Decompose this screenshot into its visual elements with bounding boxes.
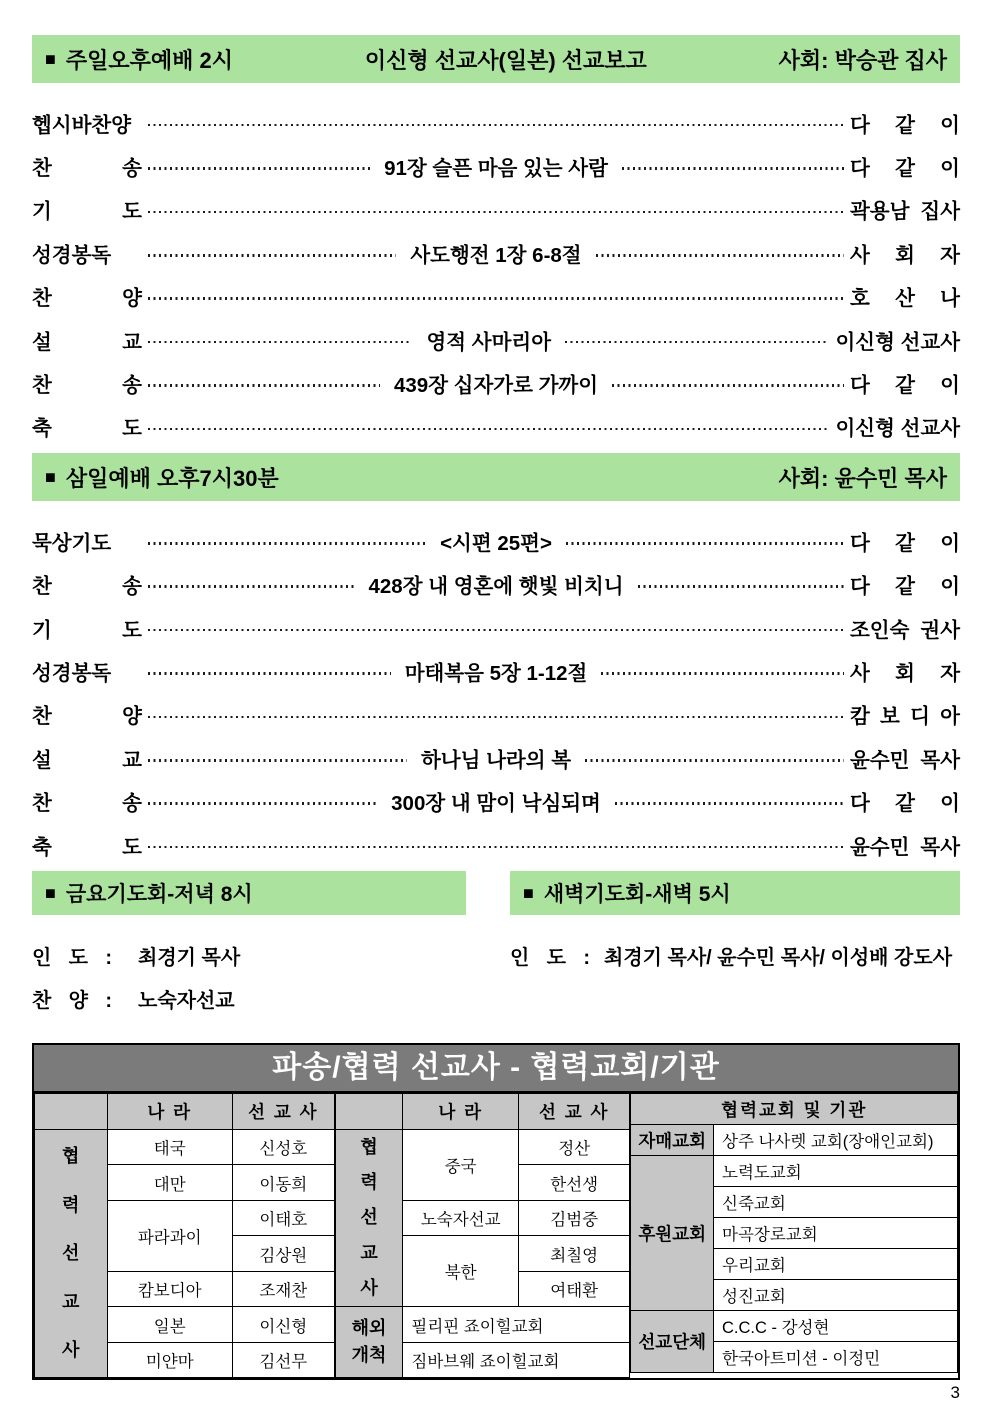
- prayer-line-value: 노숙자선교: [138, 990, 235, 1013]
- dotted-leader: [148, 802, 377, 805]
- worship-label: 축 도: [32, 417, 142, 441]
- section-title: 금요기도회-저녁 8시: [65, 883, 253, 907]
- missionary-cell: 조재찬: [232, 1271, 334, 1307]
- country-cell: 일본: [107, 1307, 232, 1343]
- worship-person: 다 같 이: [850, 374, 960, 398]
- dotted-leader: [148, 254, 396, 257]
- missionary-cell: 이신형: [232, 1307, 334, 1343]
- worship-person: 다 같 이: [850, 792, 960, 816]
- mission-table-body: [32, 1091, 960, 1380]
- table-row: [631, 1125, 958, 1156]
- worship-label: 찬 송: [32, 792, 142, 816]
- worship-person: 윤수민 목사: [850, 748, 961, 772]
- dotted-leader: [622, 167, 844, 170]
- vertical-label: 해외개척: [351, 1318, 387, 1366]
- country-cell: 북한: [403, 1236, 519, 1307]
- worship-row: [32, 275, 960, 318]
- group-label-cell: 선교단체: [631, 1311, 714, 1373]
- worship-person: 조인숙 권사: [850, 618, 960, 642]
- overseas-church-cell: 짐바브웨 죠이힐교회: [403, 1342, 630, 1378]
- worship-detail: 마태복음 5장 1-12절: [404, 661, 588, 685]
- worship-row: [32, 405, 960, 448]
- dotted-leader: [615, 802, 844, 805]
- dotted-leader: [612, 384, 844, 387]
- country-cell: 노숙자선교: [403, 1200, 519, 1236]
- worship-row: [32, 606, 960, 649]
- worship-label: 찬 송: [32, 575, 142, 599]
- header-empty-cell: [35, 1094, 108, 1130]
- square-bullet-icon: ■: [45, 466, 56, 487]
- worship-detail: 428장 내 영혼에 햇빛 비치니: [368, 575, 624, 599]
- worship-person: 다 같 이: [850, 531, 961, 555]
- dotted-leader: [596, 254, 844, 257]
- missionary-cell: 한선생: [518, 1165, 629, 1201]
- table-row: [631, 1156, 958, 1187]
- prayer-line-value: 최경기 목사: [138, 947, 241, 970]
- missionary-cell: 이태호: [232, 1200, 334, 1236]
- worship-row: [32, 736, 960, 779]
- worship-person: 곽용남 집사: [850, 200, 960, 224]
- dotted-leader: [148, 672, 391, 675]
- friday-prayer-details: [32, 934, 510, 1020]
- header-missionary: 선 교 사: [232, 1094, 334, 1130]
- table-header-row: [631, 1094, 958, 1125]
- prayer-line-label: 찬 양 :: [32, 990, 112, 1013]
- worship-person: 사 회 자: [850, 661, 961, 685]
- worship-person: 윤수민 목사: [850, 835, 960, 859]
- mission-table-title: 파송/협력 선교사 - 협력교회/기관: [32, 1043, 960, 1091]
- prayer-details-row: [32, 934, 960, 1020]
- mission-table: [32, 1043, 960, 1380]
- partner-entry-cell: 우리교회: [714, 1249, 958, 1280]
- worship-row: [32, 519, 960, 562]
- worship-label: 축 도: [32, 835, 142, 859]
- worship-label: 성경봉독: [32, 661, 112, 685]
- worship-person: 다 같 이: [850, 157, 960, 181]
- section-title: 삼일예배 오후7시30분: [65, 465, 279, 491]
- worship-person: 호 산 나: [850, 287, 960, 311]
- worship-row: [32, 779, 960, 822]
- header-country: 나 라: [403, 1094, 519, 1130]
- partner-entry-cell: 노력도교회: [714, 1156, 958, 1187]
- dotted-leader: [638, 585, 845, 588]
- missionary-cell: 김상원: [232, 1236, 334, 1272]
- missionary-cell: 김범중: [518, 1200, 629, 1236]
- country-cell: 대만: [107, 1165, 232, 1201]
- dotted-leader: [148, 341, 412, 344]
- country-cell: 태국: [107, 1129, 232, 1165]
- dotted-leader: [565, 341, 829, 344]
- section-band-dawn-prayer: [510, 871, 960, 915]
- worship-label: 찬 송: [32, 374, 142, 398]
- dotted-leader: [148, 124, 844, 127]
- square-bullet-icon: ■: [45, 882, 56, 903]
- partner-entry-cell: C.C.C - 강성현: [714, 1311, 958, 1342]
- table-header-row: [335, 1094, 630, 1130]
- section-band-sunday-afternoon: [32, 35, 960, 83]
- header-partner-orgs: 협력교회 및 기관: [631, 1094, 958, 1125]
- missionary-cell: 김선무: [232, 1342, 334, 1378]
- group-label-cell: [335, 1129, 403, 1307]
- worship-row: [32, 144, 960, 187]
- header-empty-cell: [335, 1094, 403, 1130]
- worship-detail: 300장 내 맘이 낙심되며: [391, 792, 601, 816]
- worship-row: [32, 188, 960, 231]
- table-row: [631, 1311, 958, 1342]
- missionary-cell: 최칠영: [518, 1236, 629, 1272]
- group-label-cell: 후원교회: [631, 1156, 714, 1311]
- dotted-leader: [148, 716, 844, 719]
- worship-label: 기 도: [32, 618, 142, 642]
- table-row: [335, 1307, 630, 1343]
- worship-label: 찬 양: [32, 287, 142, 311]
- section-band-friday-prayer: [32, 871, 466, 915]
- header-missionary: 선 교 사: [518, 1094, 629, 1130]
- prayer-bands-row: [32, 871, 960, 915]
- table-row: [335, 1129, 630, 1165]
- worship-detail: 하나님 나라의 복: [421, 748, 572, 772]
- section-band-wednesday: [32, 453, 960, 501]
- page-number: 3: [950, 1383, 960, 1403]
- worship-row: [32, 823, 960, 866]
- square-bullet-icon: ■: [523, 882, 534, 903]
- worship-label: 설 교: [32, 330, 142, 354]
- prayer-line-label: 인 도 :: [510, 947, 590, 970]
- section-title: 주일오후예배 2시: [65, 47, 233, 73]
- missionary-cell: 이동희: [232, 1165, 334, 1201]
- table-header-row: [35, 1094, 335, 1130]
- prayer-line: [32, 934, 510, 977]
- dotted-leader: [148, 629, 844, 632]
- overseas-church-cell: 필리핀 죠이힐교회: [403, 1307, 630, 1343]
- prayer-line: [510, 934, 960, 977]
- dotted-leader: [148, 384, 380, 387]
- worship-person: 이신형 선교사: [835, 330, 960, 354]
- worship-detail: 사도행전 1장 6-8절: [410, 243, 582, 267]
- worship-label: 헵시바찬양: [32, 113, 132, 137]
- square-bullet-icon: ■: [45, 48, 56, 69]
- vertical-label: 협력선교사: [62, 1146, 80, 1361]
- worship-person: 사 회 자: [850, 243, 960, 267]
- worship-list-sunday-afternoon: [32, 101, 960, 448]
- partner-entry-cell: 성진교회: [714, 1280, 958, 1311]
- missionary-cell: 신성호: [232, 1129, 334, 1165]
- mission-table-left-group: [34, 1093, 335, 1378]
- section-title: 새벽기도회-새벽 5시: [543, 883, 731, 907]
- worship-row: [32, 318, 960, 361]
- vertical-label: 협력선교사: [360, 1137, 378, 1298]
- partner-entry-cell: 마곡장로교회: [714, 1218, 958, 1249]
- worship-person: 캄 보 디 아: [850, 705, 960, 729]
- partner-entry-cell: 상주 나사렛 교회(장애인교회): [714, 1125, 958, 1156]
- dotted-leader: [148, 167, 370, 170]
- dotted-leader: [148, 759, 407, 762]
- worship-row: [32, 649, 960, 692]
- partner-entry-cell: 신죽교회: [714, 1187, 958, 1218]
- country-cell: 중국: [403, 1129, 519, 1200]
- dawn-prayer-details: [510, 934, 960, 1020]
- dotted-leader: [148, 428, 829, 431]
- dotted-leader: [148, 542, 426, 545]
- country-cell: 파라과이: [107, 1200, 232, 1271]
- worship-list-wednesday: [32, 519, 960, 866]
- group-label-cell: 자매교회: [631, 1125, 714, 1156]
- dotted-leader: [148, 585, 355, 588]
- worship-row: [32, 101, 960, 144]
- dotted-leader: [148, 297, 844, 300]
- worship-detail: 91장 슬픈 마음 있는 사람: [384, 157, 608, 181]
- mission-table-middle-group: [335, 1093, 631, 1378]
- dotted-leader: [148, 211, 844, 214]
- mission-table-right-group: [630, 1093, 958, 1373]
- worship-label: 성경봉독: [32, 243, 112, 267]
- prayer-line: [32, 977, 510, 1020]
- dotted-leader: [601, 672, 844, 675]
- dotted-leader: [148, 846, 844, 849]
- worship-label: 찬 송: [32, 157, 142, 181]
- header-country: 나 라: [107, 1094, 232, 1130]
- prayer-line-value: 최경기 목사/ 윤수민 목사/ 이성배 강도사: [604, 947, 953, 970]
- worship-row: [32, 361, 960, 404]
- worship-label: 설 교: [32, 748, 142, 772]
- section-subtitle: 이신형 선교사(일본) 선교보고: [364, 47, 647, 73]
- section-presider: 사회: 윤수민 목사: [778, 465, 947, 491]
- worship-label: 찬 양: [32, 705, 142, 729]
- worship-person: 다 같 이: [850, 113, 960, 137]
- missionary-cell: 여태환: [518, 1271, 629, 1307]
- prayer-line-label: 인 도 :: [32, 947, 112, 970]
- worship-row: [32, 231, 960, 274]
- group-label-cell: [35, 1129, 108, 1378]
- dotted-leader: [566, 542, 844, 545]
- group-label-cell: [335, 1307, 403, 1378]
- worship-detail: <시편 25편>: [440, 531, 552, 555]
- worship-detail: 영적 사마리아: [426, 330, 551, 354]
- missionary-cell: 정산: [518, 1129, 629, 1165]
- worship-person: 다 같 이: [850, 575, 961, 599]
- worship-label: 묵상기도: [32, 531, 112, 555]
- worship-label: 기 도: [32, 200, 142, 224]
- worship-person: 이신형 선교사: [835, 417, 960, 441]
- worship-row: [32, 563, 960, 606]
- country-cell: 캄보디아: [107, 1271, 232, 1307]
- country-cell: 미얀마: [107, 1342, 232, 1378]
- partner-entry-cell: 한국아트미션 - 이정민: [714, 1342, 958, 1373]
- table-row: [35, 1129, 335, 1165]
- dotted-leader: [585, 759, 844, 762]
- worship-detail: 439장 십자가로 가까이: [393, 374, 599, 398]
- section-presider: 사회: 박승관 집사: [778, 47, 947, 73]
- worship-row: [32, 693, 960, 736]
